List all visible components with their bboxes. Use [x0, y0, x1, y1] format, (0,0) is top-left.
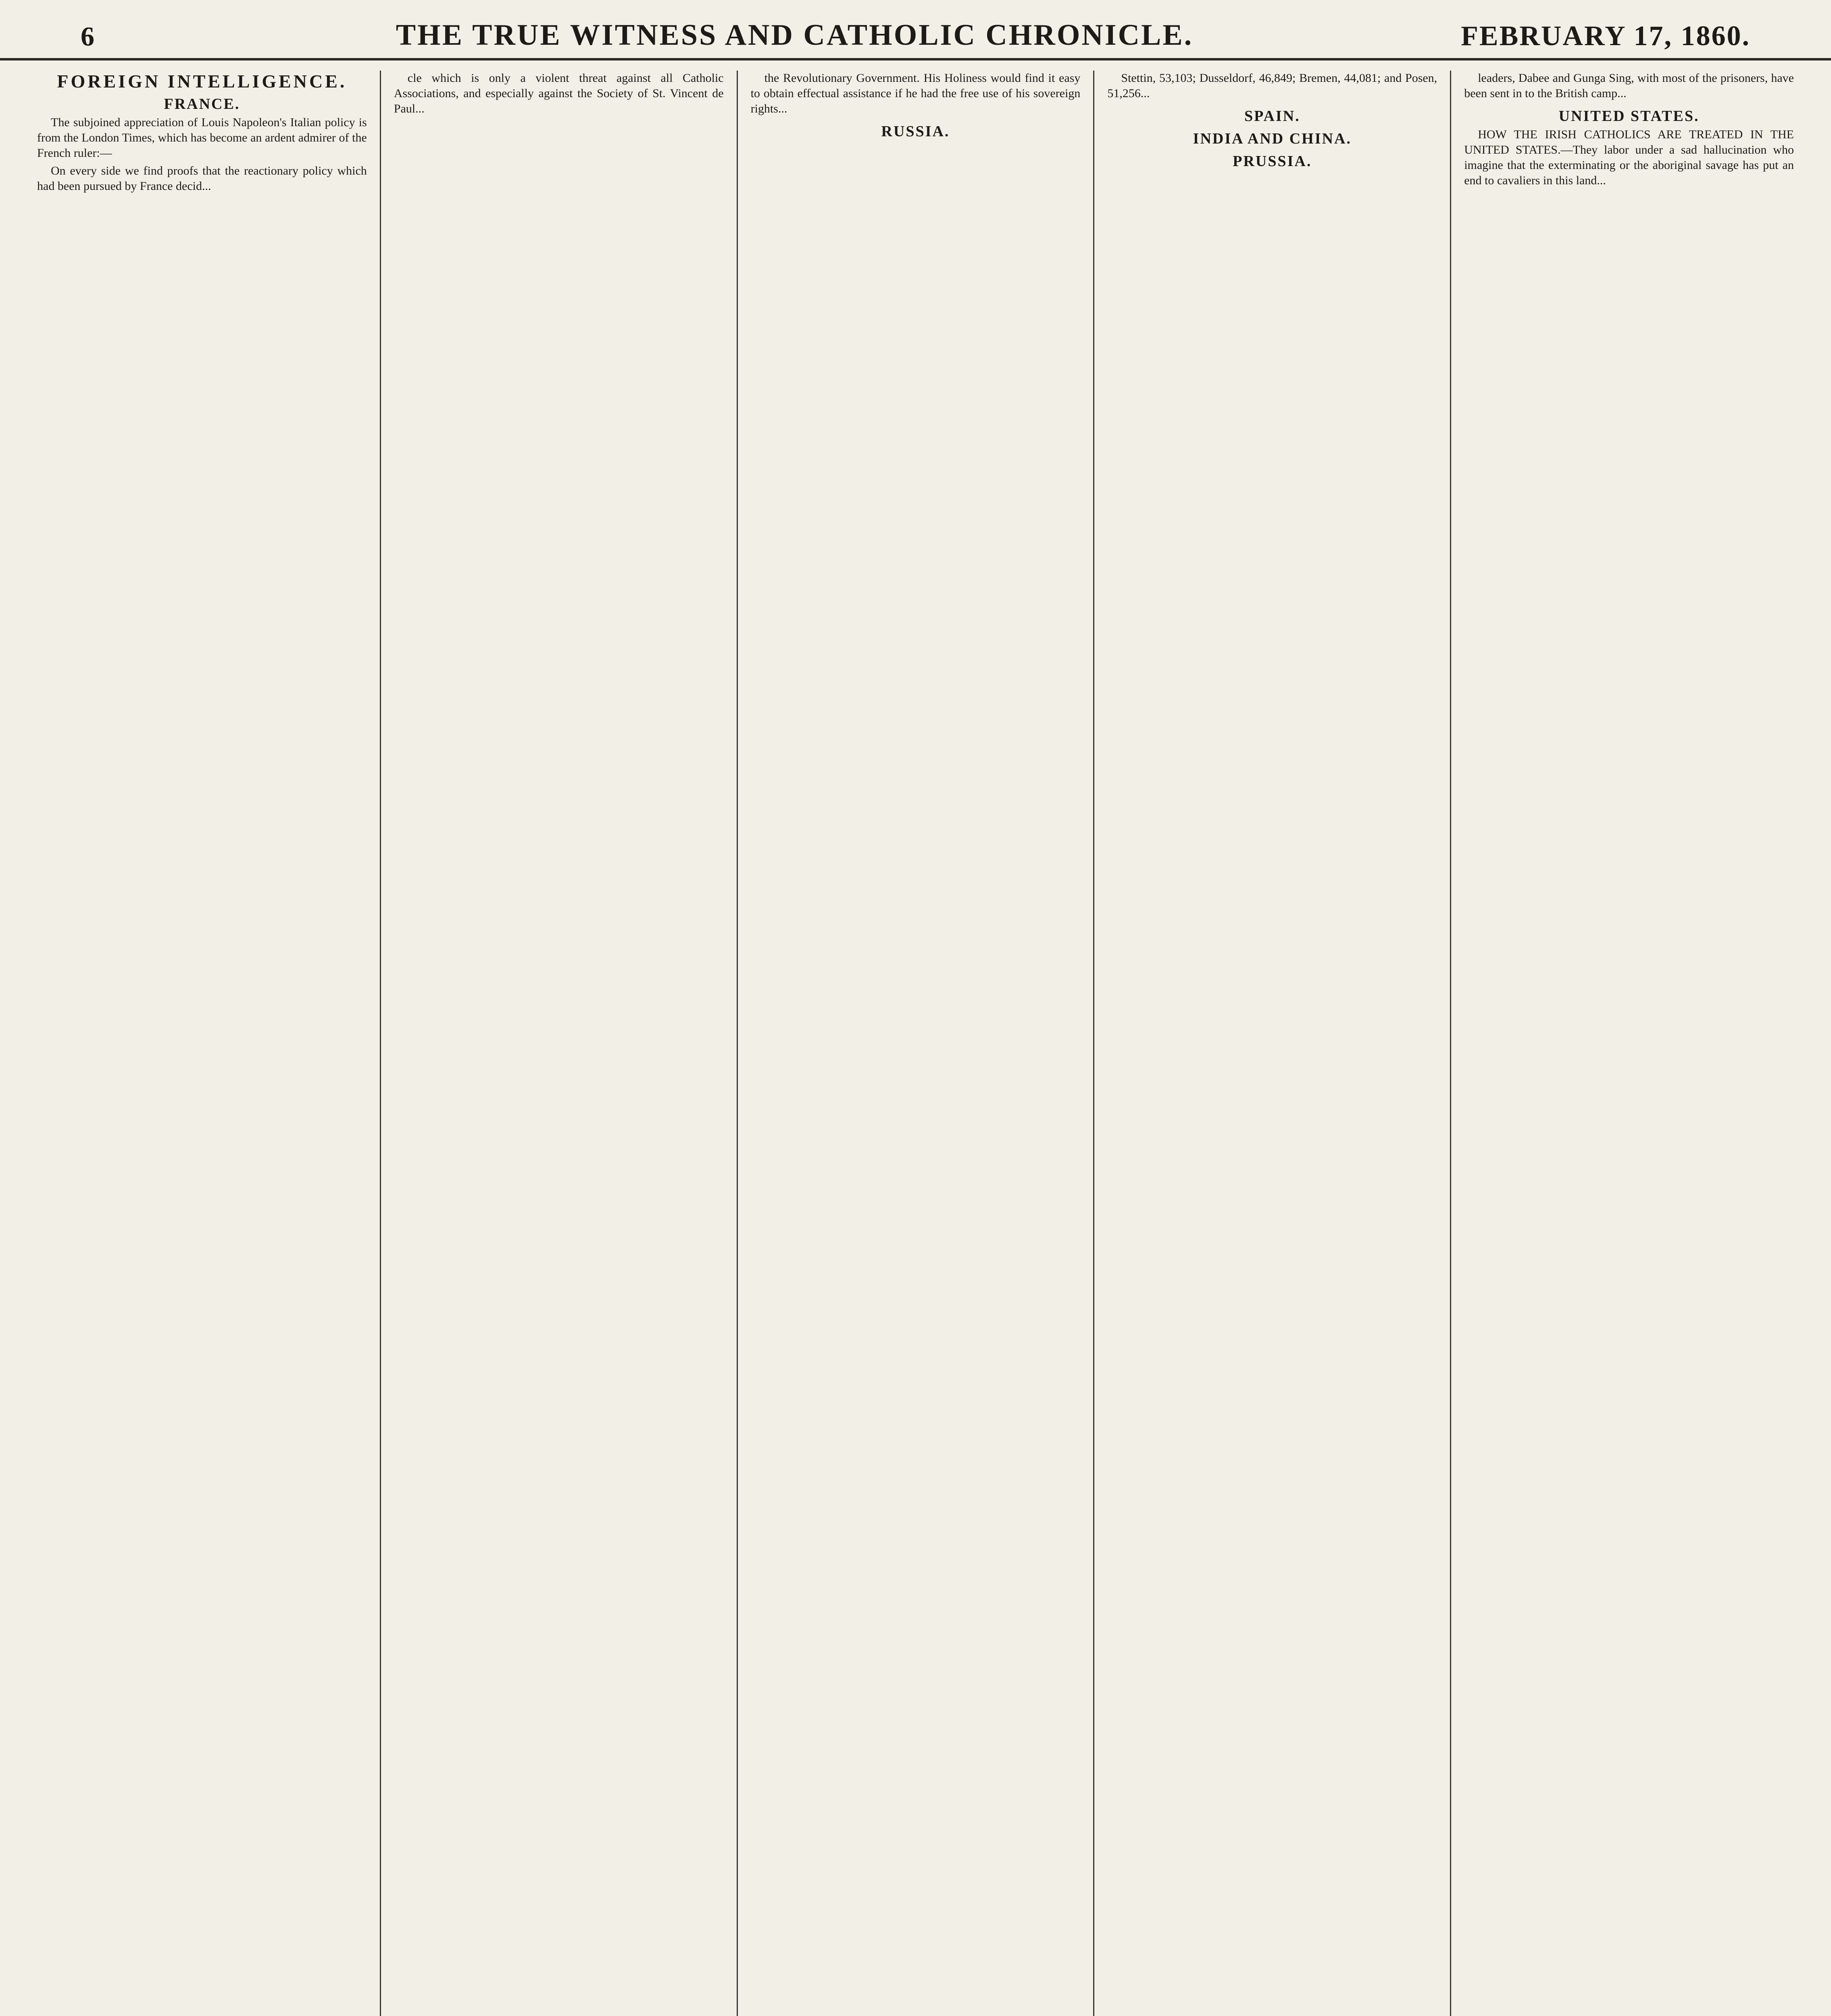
masthead [0, 0, 1831, 60]
masthead-date: FEBRUARY 17, 1860. [1461, 21, 1750, 52]
article-paragraph: HOW THE IRISH CATHOLICS ARE TREATED IN THE UNITED STATES.—They labor under a sad hallucination who imagine that the exterminating or the aboriginal savage has put an end to cavaliers in this land... [1464, 128, 1794, 187]
subheading: FRANCE. [164, 96, 240, 112]
column-1 [24, 71, 381, 2016]
page-number: 6 [81, 21, 94, 52]
article-paragraph: the Revolutionary Government. His Holiness would find it easy to obtain effectual assistance if he had the free use of his sovereign rights... [750, 71, 1081, 115]
article-paragraph: Stettin, 53,103; Dusseldorf, 46,849; Bremen, 44,081; and Posen, 51,256... [1107, 71, 1437, 100]
column-5 [1451, 71, 1807, 2016]
article-paragraph: The subjoined appreciation of Louis Napoleon's Italian policy is from the London Times, which has become an ardent admirer of the French ruler:— [37, 116, 367, 160]
masthead-title: THE TRUE WITNESS AND CATHOLIC CHRONICLE. [396, 19, 1194, 52]
subheading: SPAIN. [1244, 108, 1300, 125]
subheading: RUSSIA. [881, 123, 950, 140]
subheading: INDIA AND CHINA. [1193, 130, 1352, 147]
column-2 [381, 71, 738, 2016]
column-3 [738, 71, 1095, 2016]
column-4 [1094, 71, 1451, 2016]
columns [24, 71, 1807, 2016]
article-paragraph: cle which is only a violent threat against all Catholic Associations, and especially against the Society of St. Vincent de Paul... [394, 71, 724, 115]
subheading: UNITED STATES. [1558, 108, 1700, 125]
subheading: PRUSSIA. [1233, 153, 1312, 170]
article-paragraph: leaders, Dabee and Gunga Sing, with most of the prisoners, have been sent in to the British camp... [1464, 71, 1794, 100]
article-paragraph: On every side we find proofs that the reactionary policy which had been pursued by France decid... [37, 164, 367, 193]
section-heading: FOREIGN INTELLIGENCE. [57, 71, 347, 92]
